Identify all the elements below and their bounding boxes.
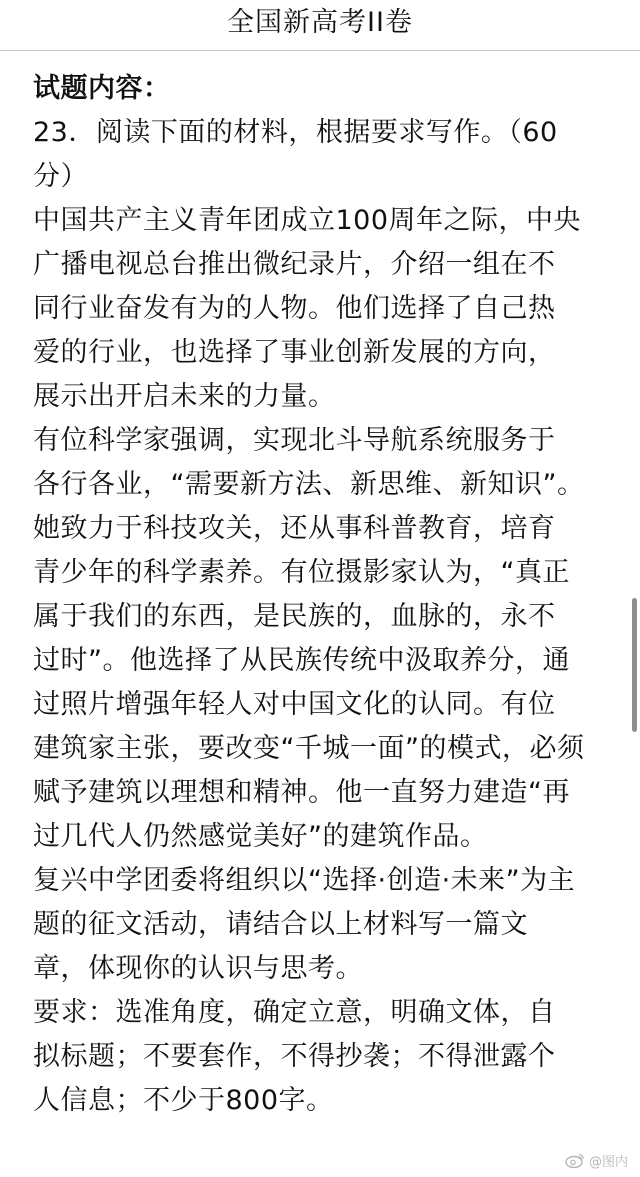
- text-line: 青少年的科学素养。有位摄影家认为，“真正: [33, 557, 570, 588]
- text-line: 同行业奋发有为的人物。他们选择了自己热: [33, 293, 556, 324]
- text-line: 人信息；不少于800字。: [33, 1085, 334, 1116]
- text-line: 赋予建筑以理想和精神。他一直努力建造“再: [33, 777, 570, 808]
- text-line: 她致力于科技攻关，还从事科普教育，培育: [33, 513, 556, 544]
- text-line: 广播电视总台推出微纪录片，介绍一组在不: [33, 249, 556, 280]
- text-line: 属于我们的东西，是民族的，血脉的，永不: [33, 601, 556, 632]
- title-divider: [0, 50, 640, 51]
- text-line: 章，体现你的认识与思考。: [33, 953, 363, 984]
- text-line: 建筑家主张，要改变“千城一面”的模式，必须: [33, 733, 585, 764]
- question-content: [0, 62, 640, 1177]
- text-line: 题的征文活动，请结合以上材料写一篇文: [33, 909, 528, 940]
- text-line: 过时”。他选择了从民族传统中汲取养分，通: [33, 645, 570, 676]
- text-line: 过几代人仍然感觉美好”的建筑作品。: [33, 821, 488, 852]
- text-line: 拟标题；不要套作，不得抄袭；不得泄露个: [33, 1041, 556, 1072]
- scrollbar-thumb[interactable]: [632, 598, 637, 732]
- text-line: 爱的行业，也选择了事业创新发展的方向，: [33, 337, 556, 368]
- text-line: 展示出开启未来的力量。: [33, 381, 336, 412]
- content-heading: 试题内容：: [33, 73, 171, 104]
- watermark-text: @图内: [588, 1154, 628, 1170]
- text-line: 23．阅读下面的材料，根据要求写作。（60: [33, 117, 558, 148]
- weibo-icon: [565, 1152, 585, 1168]
- text-line: 中国共产主义青年团成立100周年之际，中央: [33, 205, 582, 236]
- page-title: 全国新高考II卷: [227, 7, 413, 38]
- text-line: 分）: [33, 161, 88, 192]
- text-line: 有位科学家强调，实现北斗导航系统服务于: [33, 425, 556, 456]
- text-line: 要求：选准角度，确定立意，明确文体，自: [33, 997, 556, 1028]
- watermark: [565, 1149, 628, 1171]
- text-line: 各行各业，“需要新方法、新思维、新知识”。: [33, 469, 585, 500]
- text-line: 过照片增强年轻人对中国文化的认同。有位: [33, 689, 556, 720]
- text-line: 复兴中学团委将组织以“选择·创造·未来”为主: [33, 865, 576, 896]
